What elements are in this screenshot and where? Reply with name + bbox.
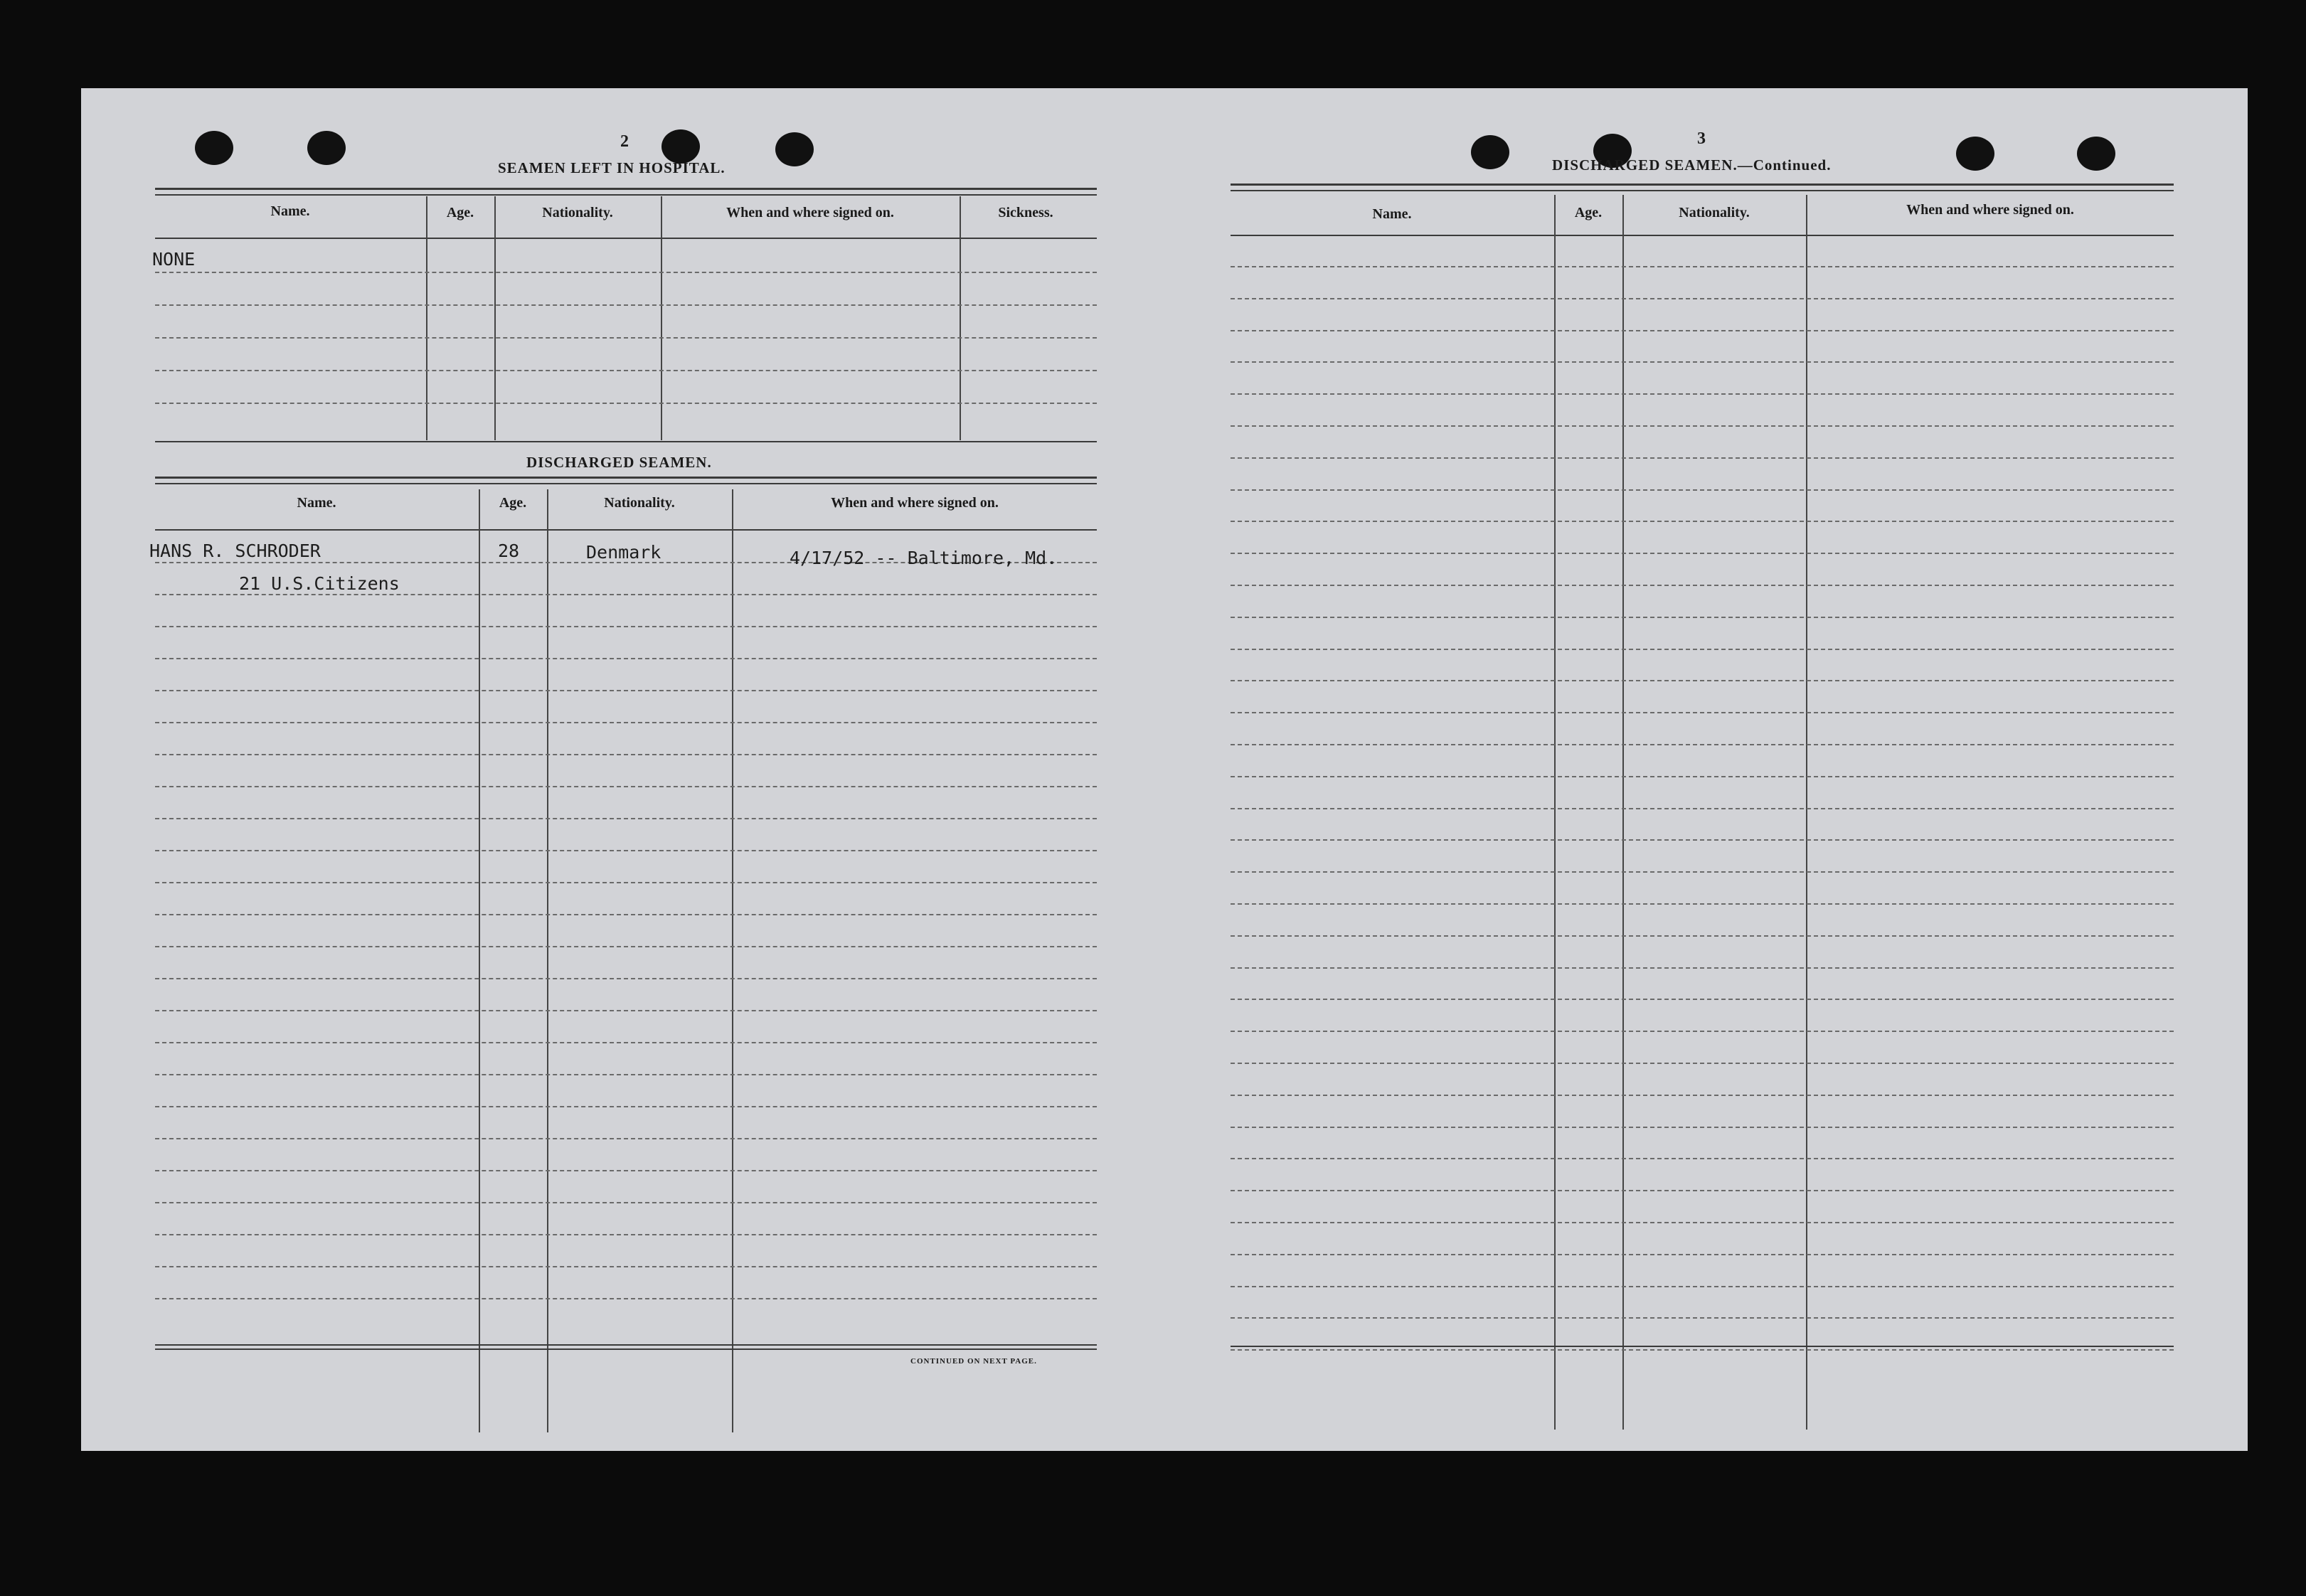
ruled-line: [155, 1234, 1097, 1235]
discharged-col-signed-on: When and where signed on.: [831, 495, 999, 511]
ruled-line: [1231, 776, 2174, 777]
ruled-line: [155, 722, 1097, 723]
ruled-line: [155, 1138, 1097, 1139]
ruled-line: [1231, 808, 2174, 809]
ruled-line: [1231, 266, 2174, 267]
ruled-line: [1231, 585, 2174, 586]
discharged-col-name: Name.: [297, 495, 336, 511]
ruled-line: [155, 658, 1097, 659]
ruled-line: [1231, 521, 2174, 522]
ruled-line: [155, 1106, 1097, 1107]
ruled-line: [155, 882, 1097, 883]
discharged-col-age: Age.: [499, 495, 527, 511]
ruled-line: [155, 850, 1097, 851]
hospital-section-title: SEAMEN LEFT IN HOSPITAL.: [498, 159, 726, 176]
ruled-line: [155, 272, 1097, 273]
discharged-bottom-rule: [155, 1344, 1097, 1346]
right-col-name: Name.: [1372, 206, 1412, 222]
ruled-line: [155, 370, 1097, 371]
seaman-name: HANS R. SCHRODER: [149, 541, 321, 561]
ruled-line: [1231, 999, 2174, 1000]
discharged-top-rule: [155, 477, 1097, 484]
hospital-bottom-rule: [155, 441, 1097, 442]
punch-hole: [661, 129, 700, 164]
ruled-line: [155, 978, 1097, 979]
seaman-nationality: Denmark: [586, 542, 661, 563]
hospital-header-rule: [155, 238, 1097, 239]
right-header-rule: [1231, 235, 2174, 236]
ruled-line: [155, 786, 1097, 787]
ruled-line: [1231, 744, 2174, 745]
punch-hole: [195, 131, 233, 165]
ruled-line: [1231, 903, 2174, 905]
right-section-title: DISCHARGED SEAMEN.—Continued.: [1552, 156, 1832, 174]
citizens-note: 21 U.S.Citizens: [239, 573, 400, 594]
discharged-section-title: DISCHARGED SEAMEN.: [526, 454, 712, 471]
ruled-line: [1231, 649, 2174, 650]
hospital-entry: NONE: [152, 249, 196, 270]
ruled-line: [1231, 489, 2174, 491]
punch-hole: [2077, 137, 2115, 171]
ruled-line: [1231, 839, 2174, 841]
ruled-line: [1231, 1127, 2174, 1128]
right-divider: [1554, 195, 1556, 1430]
punch-hole: [1956, 137, 1994, 171]
discharged-header-rule: [155, 529, 1097, 531]
seaman-age: 28: [498, 541, 520, 561]
right-page-number: 3: [1697, 129, 1706, 148]
left-page-number: 2: [620, 132, 629, 151]
punch-hole: [307, 131, 346, 165]
right-divider: [1806, 195, 1807, 1430]
ruled-line: [1231, 330, 2174, 331]
ruled-line: [1231, 871, 2174, 873]
ruled-line: [1231, 680, 2174, 681]
document-sheet: [81, 88, 2248, 1451]
ruled-line: [155, 818, 1097, 819]
ruled-line: [155, 1202, 1097, 1203]
right-bottom-rule: [1231, 1346, 2174, 1347]
hospital-col-sickness: Sickness.: [998, 205, 1053, 220]
ruled-line: [1231, 457, 2174, 459]
ruled-line: [155, 1298, 1097, 1299]
hospital-top-rule: [155, 188, 1097, 196]
discharged-divider: [479, 489, 480, 1432]
ruled-line: [155, 337, 1097, 339]
hospital-col-age: Age.: [446, 205, 474, 220]
ruled-line: [1231, 1063, 2174, 1064]
right-top-rule: [1231, 183, 2174, 191]
punch-hole: [775, 132, 814, 166]
ruled-line: [1231, 298, 2174, 299]
ruled-line: [155, 1170, 1097, 1171]
discharged-divider: [732, 489, 733, 1432]
ruled-line: [1231, 1254, 2174, 1255]
seaman-signed-on: 4/17/52 -- Baltimore, Md.: [790, 548, 1058, 568]
right-col-signed-on: When and where signed on.: [1906, 202, 2074, 218]
ruled-line: [155, 403, 1097, 404]
hospital-col-name: Name.: [270, 203, 310, 219]
ruled-line: [1231, 1317, 2174, 1319]
ruled-line: [155, 754, 1097, 755]
ruled-line: [1231, 1095, 2174, 1096]
ruled-line: [1231, 617, 2174, 618]
ruled-line: [1231, 1349, 2174, 1351]
ruled-line: [155, 1074, 1097, 1075]
discharged-divider: [547, 489, 548, 1432]
right-col-nationality: Nationality.: [1679, 205, 1750, 220]
hospital-col-signed-on: When and where signed on.: [726, 205, 894, 220]
ruled-line: [155, 914, 1097, 915]
continued-footer: CONTINUED ON NEXT PAGE.: [910, 1357, 1037, 1366]
ruled-line: [1231, 553, 2174, 554]
ruled-line: [1231, 1222, 2174, 1223]
ruled-line: [1231, 712, 2174, 713]
ruled-line: [155, 626, 1097, 627]
ruled-line: [155, 304, 1097, 306]
ruled-line: [1231, 1190, 2174, 1191]
ruled-line: [1231, 935, 2174, 937]
hospital-col-nationality: Nationality.: [542, 205, 613, 220]
right-divider: [1622, 195, 1624, 1430]
punch-hole: [1471, 135, 1509, 169]
right-col-age: Age.: [1574, 205, 1603, 220]
ruled-line: [1231, 361, 2174, 363]
discharged-bottom-rule: [155, 1348, 1097, 1350]
ruled-line: [155, 1266, 1097, 1267]
ruled-line: [155, 1010, 1097, 1011]
ruled-line: [155, 690, 1097, 691]
discharged-col-nationality: Nationality.: [604, 495, 675, 511]
ruled-line: [155, 594, 1097, 595]
ruled-line: [155, 1042, 1097, 1043]
ruled-line: [1231, 1031, 2174, 1032]
ruled-line: [1231, 393, 2174, 395]
ruled-line: [1231, 425, 2174, 427]
ruled-line: [1231, 1158, 2174, 1159]
ruled-line: [155, 946, 1097, 947]
ruled-line: [1231, 967, 2174, 969]
ruled-line: [1231, 1286, 2174, 1287]
